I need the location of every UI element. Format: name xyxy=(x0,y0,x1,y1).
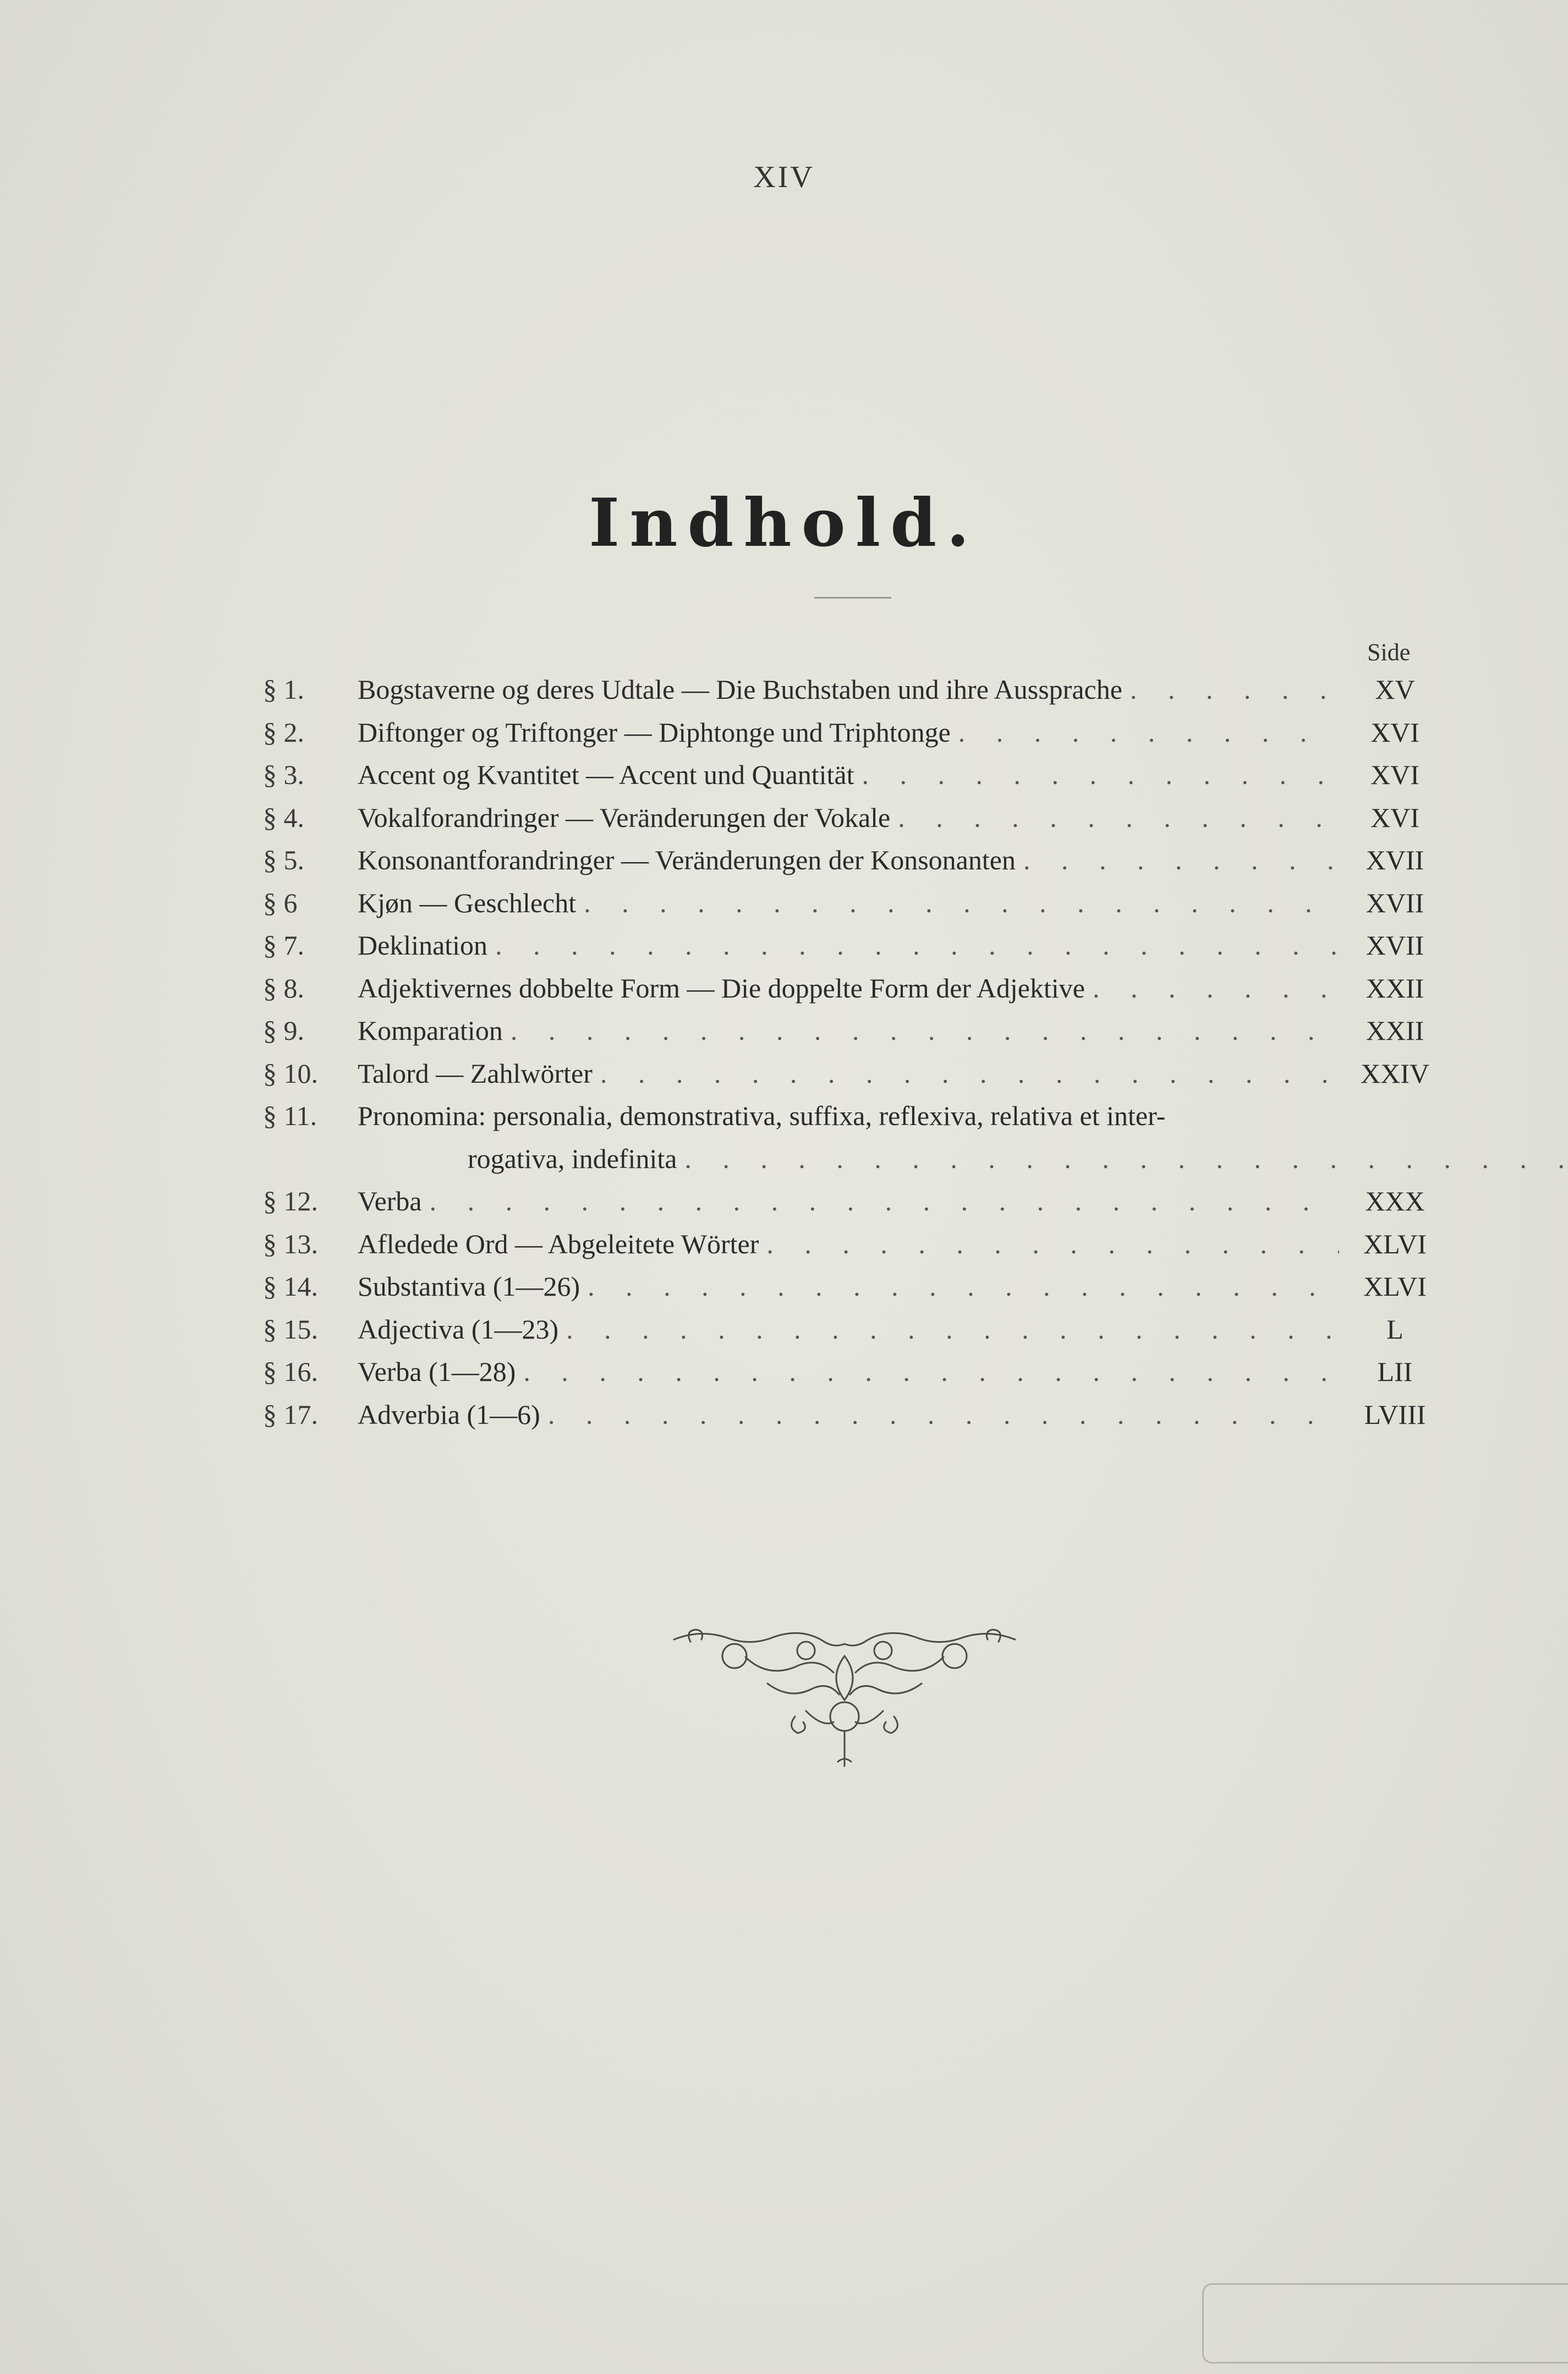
page-reference: XVI xyxy=(1370,802,1419,833)
section-title: Pronomina: personalia, demonstrativa, suffixa, reflexiva, relativa et inter- xyxy=(358,1100,1166,1131)
section-number: § 6 xyxy=(263,887,298,918)
section-title: Adjectiva (1—23) xyxy=(358,1313,559,1345)
section-number: § 9. xyxy=(263,1015,304,1046)
leader-dots xyxy=(862,754,1339,797)
page-reference: XXII xyxy=(1366,1015,1424,1046)
section-title: Bogstaverne og deres Udtale — Die Buchstaben und ihre Aussprache xyxy=(358,674,1122,705)
section-number: § 2. xyxy=(263,716,304,748)
toc-entry[interactable] xyxy=(263,1265,1443,1308)
section-title: Diftonger og Triftonger — Diphtonge und Triphtonge xyxy=(358,716,951,748)
section-title: Adjektivernes dobbelte Form — Die doppelte Form der Adjektive xyxy=(358,972,1085,1004)
section-number: § 5. xyxy=(263,845,304,875)
section-title: Afledede Ord — Abgeleitete Wörter xyxy=(358,1228,759,1259)
page-reference: XVI xyxy=(1370,716,1419,748)
leader-dots xyxy=(588,1265,1339,1308)
page-reference: XLVI xyxy=(1363,1271,1427,1302)
page-title: Indhold. xyxy=(589,484,979,562)
page-edge-mark xyxy=(1202,2283,1568,2364)
page-reference: XVII xyxy=(1366,845,1424,875)
toc-entry[interactable] xyxy=(263,1180,1443,1223)
page-reference: XV xyxy=(1375,674,1415,705)
page-reference: LII xyxy=(1377,1356,1413,1387)
page-reference: XXII xyxy=(1366,972,1424,1004)
toc-entry[interactable] xyxy=(263,882,1443,925)
page-number: XIV xyxy=(753,160,815,194)
section-number: § 16. xyxy=(263,1356,318,1387)
toc-entry[interactable] xyxy=(263,1223,1443,1266)
leader-dots xyxy=(898,797,1339,840)
toc-entry[interactable] xyxy=(263,1052,1443,1095)
section-title: Talord — Zahlwörter xyxy=(358,1057,593,1089)
section-title: Komparation xyxy=(358,1015,503,1046)
leader-dots xyxy=(511,1010,1339,1052)
section-title: Verba xyxy=(358,1186,422,1216)
page-reference: XVII xyxy=(1366,930,1424,961)
toc-entry[interactable] xyxy=(263,1394,1443,1437)
page-reference: XXIV xyxy=(1361,1057,1429,1089)
leader-dots xyxy=(766,1223,1339,1266)
section-title: Substantiva (1—26) xyxy=(358,1271,580,1302)
leader-dots xyxy=(566,1308,1339,1351)
section-number: § 3. xyxy=(263,759,304,790)
section-title: Deklination xyxy=(358,930,488,961)
decorative-vignette xyxy=(668,1618,1021,1772)
leader-dots xyxy=(495,924,1339,967)
section-title: Vokalforandringer — Veränderungen der Vokale xyxy=(358,802,891,833)
leader-dots xyxy=(958,711,1339,754)
leader-dots xyxy=(684,1138,1568,1181)
page-reference: XVII xyxy=(1366,887,1424,918)
leader-dots xyxy=(523,1351,1339,1394)
section-title-continued: rogativa, indefinita xyxy=(468,1143,677,1174)
section-title: Adverbia (1—6) xyxy=(358,1399,540,1430)
section-number: § 13. xyxy=(263,1228,318,1259)
toc-entry[interactable] xyxy=(263,797,1443,840)
section-number: § 7. xyxy=(263,930,304,961)
toc-entry[interactable] xyxy=(263,711,1443,754)
section-title: Verba (1—28) xyxy=(358,1356,516,1387)
section-number: § 17. xyxy=(263,1399,318,1430)
page-reference: LVIII xyxy=(1364,1399,1426,1430)
page-reference: L xyxy=(1386,1313,1403,1345)
toc-entry[interactable] xyxy=(263,754,1443,797)
toc-entry[interactable] xyxy=(263,1095,1443,1180)
toc-entry[interactable] xyxy=(263,1308,1443,1351)
section-number: § 4. xyxy=(263,802,304,833)
toc-entry[interactable] xyxy=(263,839,1443,882)
leader-dots xyxy=(1093,967,1339,1010)
section-number: § 12. xyxy=(263,1186,318,1216)
section-number: § 10. xyxy=(263,1057,318,1089)
section-title: Kjøn — Geschlecht xyxy=(358,887,577,918)
title-divider xyxy=(814,597,891,599)
page-reference: XLVI xyxy=(1363,1228,1427,1259)
toc-entry[interactable] xyxy=(263,1351,1443,1394)
toc-entry[interactable] xyxy=(263,924,1443,967)
leader-dots xyxy=(548,1394,1339,1437)
page-reference: XVI xyxy=(1370,759,1419,790)
leader-dots xyxy=(600,1052,1339,1095)
section-number: § 11. xyxy=(263,1100,317,1131)
section-number: § 8. xyxy=(263,972,304,1004)
toc-entry[interactable] xyxy=(263,967,1443,1010)
table-of-contents xyxy=(263,668,1443,1436)
leader-dots xyxy=(430,1180,1339,1223)
toc-entry[interactable] xyxy=(263,1010,1443,1052)
section-number: § 14. xyxy=(263,1271,318,1302)
section-number: § 15. xyxy=(263,1313,318,1345)
leader-dots xyxy=(1130,668,1339,711)
leader-dots xyxy=(584,882,1339,925)
section-title: Konsonantforandringer — Veränderungen der Konsonanten xyxy=(358,845,1016,875)
section-title: Accent og Kvantitet — Accent und Quantität xyxy=(358,759,854,790)
page-reference: XXX xyxy=(1365,1186,1425,1216)
section-number: § 1. xyxy=(263,674,304,705)
toc-entry[interactable] xyxy=(263,668,1443,711)
leader-dots xyxy=(1023,839,1339,882)
page-column-label: Side xyxy=(1367,639,1411,666)
